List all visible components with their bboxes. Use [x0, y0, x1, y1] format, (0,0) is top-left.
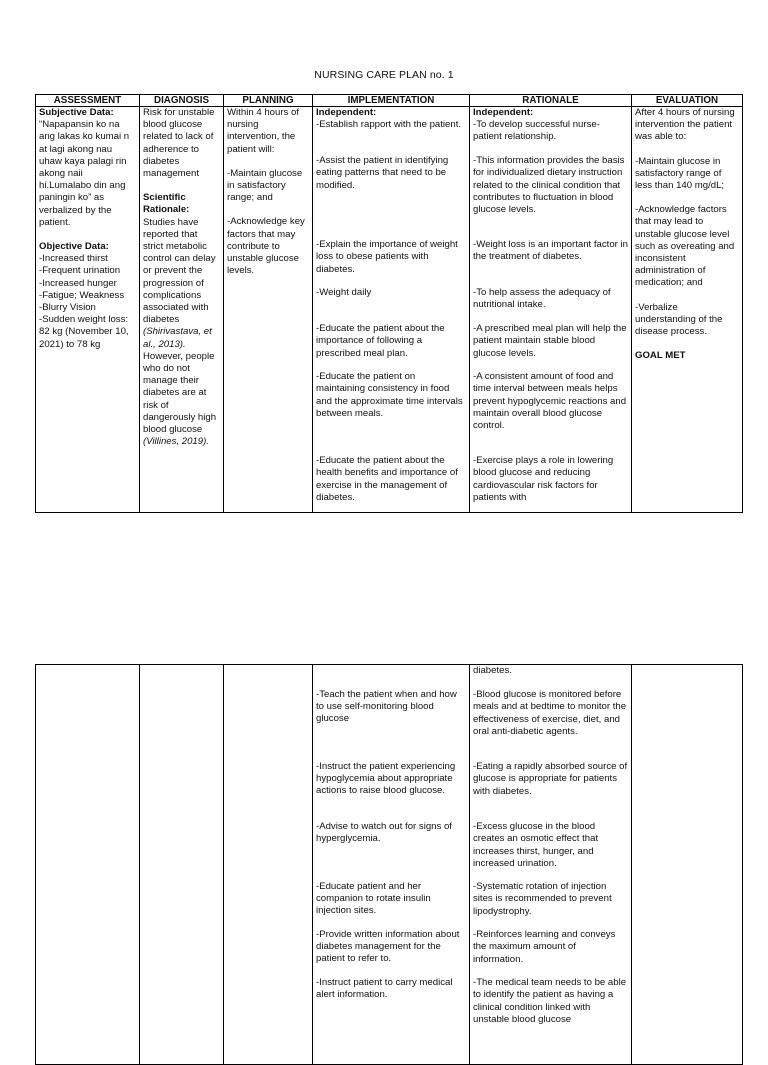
header-diagnosis: DIAGNOSIS: [140, 95, 224, 107]
rationale-item: -Systematic rotation of injection sites is recommended to prevent lipodystrophy.: [473, 881, 612, 917]
scientific-rationale-text: However, people who do not manage their diabetes are at risk of dangerously high blood glucose: [143, 350, 217, 436]
evaluation-item: -Verbalize understanding of the disease process.: [635, 301, 723, 338]
implementation-item: -Teach the patient when and how to use self-monitoring blood glucose: [316, 689, 457, 725]
implementation-item: -Educate the patient about the health benefits and importance of exercise in the management of diabetes.: [316, 455, 458, 503]
header-planning: PLANNING: [224, 95, 313, 107]
evaluation-cell: [632, 665, 743, 1065]
diagnosis-cell: [140, 665, 224, 1065]
scientific-rationale-text: Studies have reported that strict metabolic control can delay or prevent the progression of complications associated with diabetes: [143, 216, 216, 326]
rationale-cell: [470, 665, 632, 1065]
rationale-item: -The medical team needs to be able to identify the patient as having a clinical condition linked with unstable blood glucose: [473, 977, 627, 1025]
implementation-cell: [313, 665, 470, 1065]
content-row: [36, 665, 743, 1065]
goal-status: GOAL MET: [635, 350, 686, 362]
header-assessment: ASSESSMENT: [36, 95, 140, 107]
evaluation-item: -Acknowledge factors that may lead to unstable glucose level such as overeating and inconsistent administration of medication; and: [635, 204, 735, 289]
independent-label: Independent:: [473, 107, 534, 118]
objective-item: -Frequent urination: [39, 265, 121, 277]
implementation-item: -Establish rapport with the patient.: [316, 119, 462, 131]
care-plan-table: [35, 94, 743, 513]
implementation-item: -Assist the patient in identifying eating patterns that need to be modified.: [316, 155, 449, 191]
citation: (Shirivastava, et al., 2013).: [143, 326, 212, 350]
rationale-item: -Weight loss is an important factor in the treatment of diabetes.: [473, 239, 628, 263]
subjective-label: Subjective Data:: [39, 107, 114, 118]
objective-item: -Increased thirst: [39, 253, 108, 265]
care-plan-table-continued: [35, 664, 743, 1065]
objective-item: -Sudden weight loss: 82 kg (November 10, 2021) to 78 kg: [39, 314, 129, 350]
content-row: [36, 107, 743, 513]
implementation-item: -Advise to watch out for signs of hyperglycemia.: [316, 821, 452, 845]
header-implementation: IMPLEMENTATION: [313, 95, 470, 107]
implementation-item: -Educate the patient on maintaining consistency in food and the approximate time intervals between meals.: [316, 371, 463, 419]
implementation-item: -Weight daily: [316, 287, 372, 299]
rationale-item: -Exercise plays a role in lowering blood glucose and reducing cardiovascular risk factors for patients with: [473, 455, 614, 503]
planning-goal: -Maintain glucose in satisfactory range; and: [227, 167, 303, 204]
evaluation-item: -Maintain glucose in satisfactory range of less than 140 mg/dL;: [635, 155, 725, 192]
header-evaluation: EVALUATION: [632, 95, 743, 107]
assessment-cell: [36, 665, 140, 1065]
diagnosis-cell: [140, 107, 224, 513]
page-title: NURSING CARE PLAN no. 1: [314, 69, 454, 81]
objective-item: -Fatigue; Weakness: [39, 289, 125, 301]
assessment-cell: [36, 107, 140, 513]
rationale-item: -This information provides the basis for individualized dietary instruction related to the clinical condition that contributes to fluctuation in blood glucose levels.: [473, 155, 625, 216]
rationale-item: -To help assess the adequacy of nutritional intake.: [473, 287, 611, 311]
subjective-text: “Napapansin ko na ang lakas ko kumai n at lagi akong nau uhaw kaya palagi rin akong naii hi.Lumalabo din ang paningin ko” as verbalized by the patient.: [39, 119, 130, 228]
implementation-item: -Explain the importance of weight loss to obese patients with diabetes.: [316, 239, 458, 275]
rationale-item: -A consistent amount of food and time interval between meals helps prevent hypoglycemic reactions and maintain overall blood glucose control.: [473, 371, 627, 432]
rationale-item: -To develop successful nurse-patient relationship.: [473, 119, 600, 143]
rationale-cell: [470, 107, 632, 513]
independent-label: Independent:: [316, 107, 377, 118]
implementation-item: -Instruct patient to carry medical alert information.: [316, 977, 453, 1001]
rationale-continued: diabetes.: [473, 665, 512, 676]
rationale-item: -A prescribed meal plan will help the patient maintain stable blood glucose levels.: [473, 323, 627, 359]
rationale-item: -Excess glucose in the blood creates an osmotic effect that increases thirst, hunger, and increased urination.: [473, 821, 599, 869]
citation: (Villines, 2019).: [143, 436, 209, 448]
implementation-item: -Educate patient and her companion to rotate insulin injection sites.: [316, 881, 431, 917]
objective-item: -Increased hunger: [39, 277, 117, 289]
implementation-item: -Educate the patient about the importance of following a prescribed meal plan.: [316, 323, 445, 359]
header-rationale: RATIONALE: [470, 95, 632, 107]
diagnosis-text: Risk for unstable blood glucose related to lack of adherence to diabetes management: [143, 107, 215, 180]
rationale-item: -Blood glucose is monitored before meals and at bedtime to monitor the effectiveness of exercise, diet, and oral anti-diabetic agents.: [473, 689, 627, 737]
implementation-cell: [313, 107, 470, 513]
scientific-rationale-label: Scientific Rationale:: [143, 192, 190, 216]
planning-goal: -Acknowledge key factors that may contribute to unstable glucose levels.: [227, 216, 305, 277]
rationale-item: -Eating a rapidly absorbed source of glucose is appropriate for patients with diabetes.: [473, 761, 628, 797]
planning-intro: Within 4 hours of nursing intervention, the patient will:: [227, 107, 299, 155]
evaluation-cell: [632, 107, 743, 513]
objective-item: -Blurry Vision: [39, 302, 96, 314]
evaluation-intro: After 4 hours of nursing intervention the patient was able to:: [635, 107, 735, 143]
planning-cell: [224, 665, 313, 1065]
header-row: [36, 95, 743, 107]
rationale-item: -Reinforces learning and conveys the maximum amount of information.: [473, 929, 616, 965]
implementation-item: -Provide written information about diabetes management for the patient to refer to.: [316, 929, 460, 965]
implementation-item: -Instruct the patient experiencing hypoglycemia about appropriate actions to raise blood glucose.: [316, 761, 456, 797]
objective-label: Objective Data:: [39, 241, 109, 253]
planning-cell: [224, 107, 313, 513]
